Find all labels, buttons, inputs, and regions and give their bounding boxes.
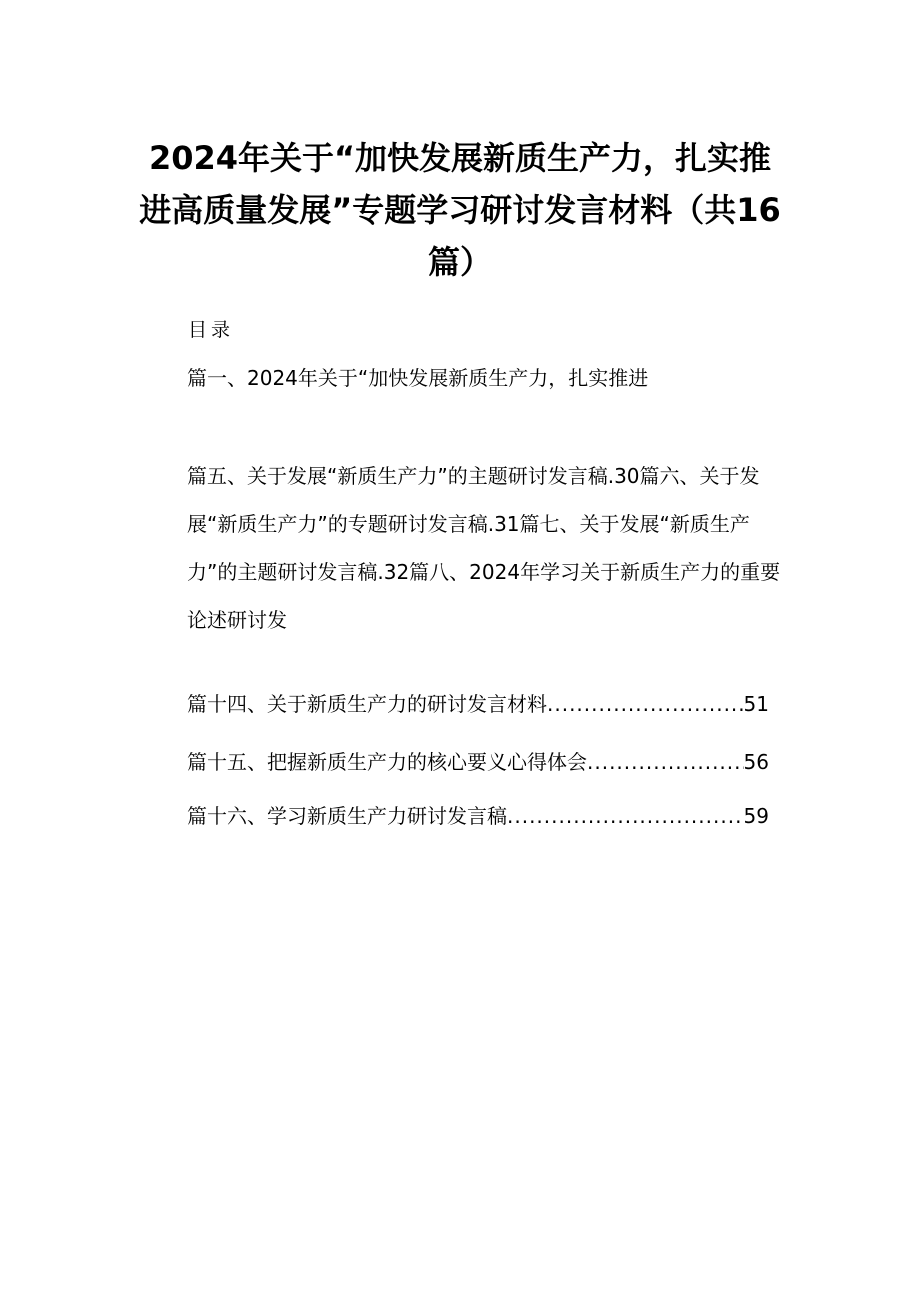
toc-entry[interactable] <box>187 748 769 777</box>
toc-entry[interactable] <box>187 364 648 393</box>
toc-page-number: 51 <box>743 692 769 716</box>
toc-entry[interactable] <box>187 452 787 644</box>
toc-entry[interactable] <box>187 690 769 719</box>
toc-entry-text: 篇十五、把握新质生产力的核心要义心得体会 <box>187 750 587 774</box>
toc-heading: 目录 <box>188 319 235 341</box>
toc-entry-text: 篇十四、关于新质生产力的研讨发言材料 <box>187 692 547 716</box>
toc-page-number: 59 <box>743 804 769 828</box>
toc-dot-leader <box>547 690 744 719</box>
toc-page-number: 56 <box>743 750 769 774</box>
toc-dot-leader <box>507 802 744 831</box>
toc-entry[interactable] <box>187 802 769 831</box>
toc-entry-text: 篇五、关于发展“新质生产力”的主题研讨发言稿.30篇六、关于发展“新质生产力”的专题研讨发言稿.31篇七、关于发展“新质生产力”的主题研讨发言稿.32篇八、2024年学习关于新质生产力的重要论述研讨发 <box>187 464 781 632</box>
toc-entry-text: 篇一、2024年关于“加快发展新质生产力，扎实推进 <box>187 366 649 390</box>
toc-dot-leader <box>587 748 744 777</box>
toc-entry-text: 篇十六、学习新质生产力研讨发言稿 <box>187 804 507 828</box>
document-title: 2024年关于“加快发展新质生产力，扎实推进高质量发展”专题学习研讨发言材料（共16篇） <box>139 139 781 281</box>
